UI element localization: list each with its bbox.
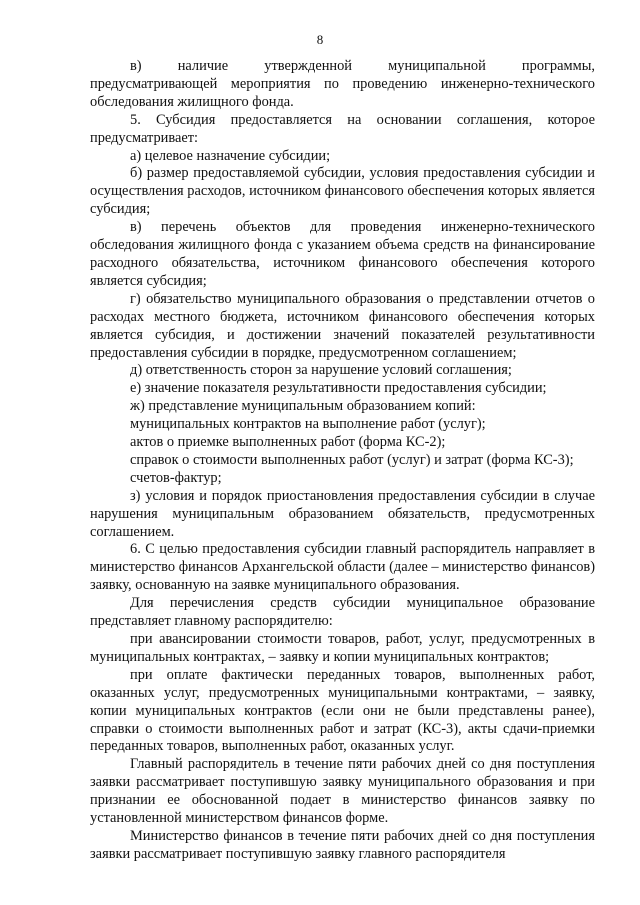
paragraph: Главный распорядитель в течение пяти рабочих дней со дня поступления заявки рассматривает поступившую заявку муниципального образования и при признании ее обоснованной подает в министерство финансов заявку по установленной министерством финансов форме. [90,756,595,827]
paragraph: Для перечисления средств субсидии муниципальное образование представляет главному распорядителю: [90,595,595,630]
paragraph: при оплате фактически переданных товаров, выполненных работ, оказанных услуг, предусмотренных муниципальными контрактами, – заявку, копии муниципальных контрактов (если они не были представлены ранее), справки о стоимости выполненных работ и затрат (КС-3), акты сдачи-приемки переданных товаров, выполненных работ, оказанных услуг. [90,666,595,755]
paragraph: в) наличие утвержденной муниципальной программы, предусматривающей мероприятия по проведению инженерно-технического обследования жилищного фонда. [90,58,595,110]
document-body [90,58,595,864]
paragraph: 5. Субсидия предоставляется на основании соглашения, которое предусматривает: [90,111,595,146]
paragraph: актов о приемке выполненных работ (форма КС-2); [130,434,446,451]
paragraph: 6. С целью предоставления субсидии главный распорядитель направляет в министерство финансов Архангельской области (далее – министерство финансов) заявку, основанную на заявке муниципального образования. [90,541,595,594]
page-number: 8 [316,32,324,47]
paragraph: муниципальных контрактов на выполнение работ (услуг); [130,416,486,433]
paragraph: д) ответственность сторон за нарушение условий соглашения; [130,362,512,379]
paragraph: справок о стоимости выполненных работ (услуг) и затрат (форма КС-3); [130,451,574,468]
paragraph: Министерство финансов в течение пяти рабочих дней со дня поступления заявки рассматривает поступившую заявку главного распорядителя [90,827,595,862]
paragraph: б) размер предоставляемой субсидии, условия предоставления субсидии и осуществления расходов, источником финансового обеспечения которых является субсидия; [90,165,595,218]
paragraph: при авансировании стоимости товаров, работ, услуг, предусмотренных в муниципальных контрактах, – заявку и копии муниципальных контрактов; [90,631,595,665]
paragraph: г) обязательство муниципального образования о представлении отчетов о расходах местного бюджета, источником финансового обеспечения которых является субсидия, и достижении значений показателей результативности предоставления субсидии в порядке, предусмотренном соглашением; [90,290,595,361]
paragraph: ж) представление муниципальным образованием копий: [130,398,476,415]
paragraph: з) условия и порядок приостановления предоставления субсидии в случае нарушения муниципальным образованием обязательств, предусмотренных соглашением. [90,487,595,540]
paragraph: е) значение показателя результативности предоставления субсидии; [130,380,547,397]
paragraph: счетов-фактур; [130,469,222,486]
paragraph: в) перечень объектов для проведения инженерно-технического обследования жилищного фонда с указанием объема средств на финансирование расходного обязательства, источником финансового обеспечения которого является субсидия; [90,219,595,289]
paragraph: а) целевое назначение субсидии; [130,147,331,164]
